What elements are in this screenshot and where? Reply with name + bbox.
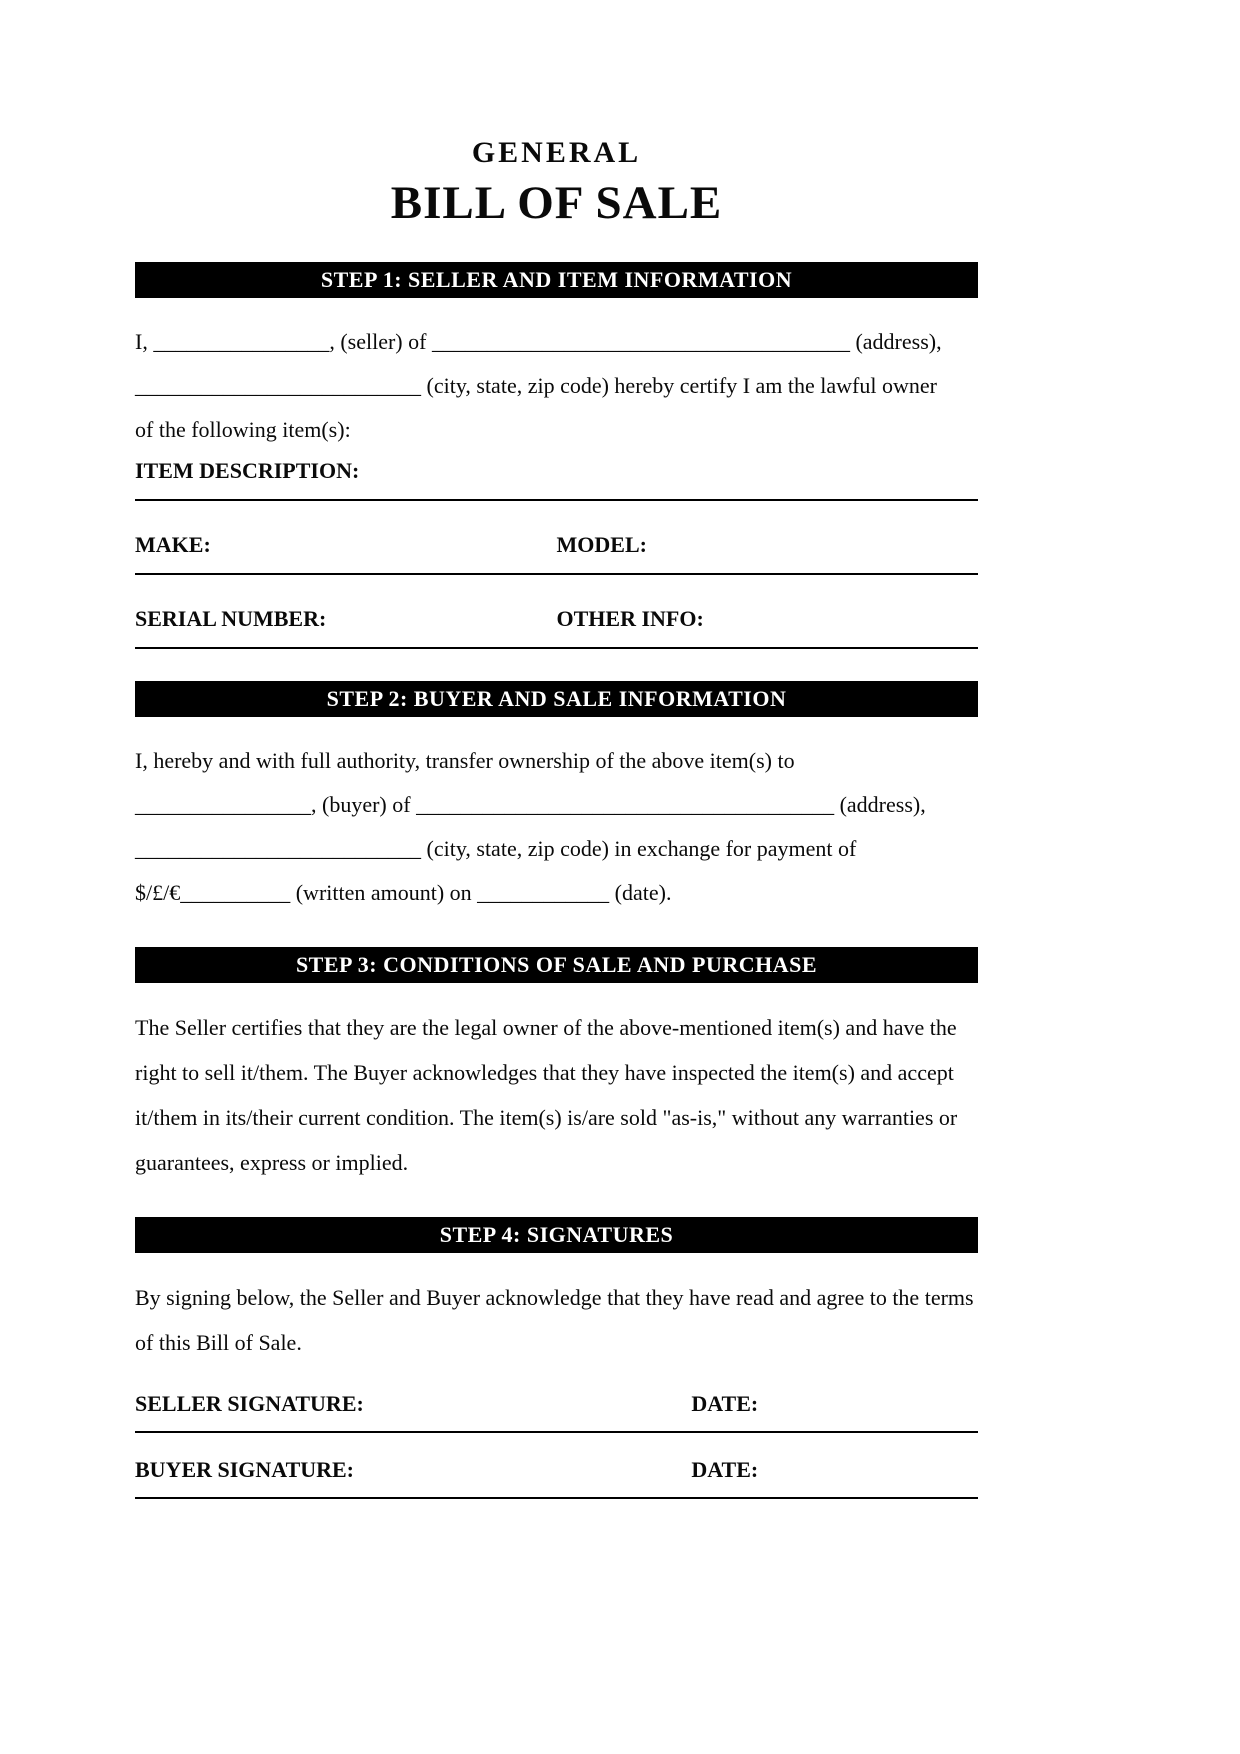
document-title-kicker: GENERAL <box>471 136 642 169</box>
serial-other-row <box>135 606 978 649</box>
document-title: BILL OF SALE <box>390 177 723 229</box>
step2-transfer-line: I, hereby and with full authority, transfer ownership of the above item(s) to <box>135 748 795 773</box>
step3-header-bar: STEP 3: CONDITIONS OF SALE AND PURCHASE <box>135 947 978 983</box>
step3-conditions-paragraph: The Seller certifies that they are the legal owner of the above-mentioned item(s) and have the right to sell it/them. The Buyer acknowledges that they have inspected the item(s) and accept it/them in its/their current condition. The item(s) is/are sold "as-is," without any warranties or guarantees, express or implied. <box>135 1015 958 1175</box>
step2-city-state-line: __________________________ (city, state, zip code) in exchange for payment of <box>135 836 857 861</box>
seller-signature-label: SELLER SIGNATURE: <box>135 1391 364 1416</box>
step1-seller-line: I, ________________, (seller) of ______________________________________ (address), <box>135 329 942 354</box>
step2-payment-line: $/£/€__________ (written amount) on ____________ (date). <box>135 880 672 905</box>
step1-header-bar: STEP 1: SELLER AND ITEM INFORMATION <box>135 262 978 298</box>
make-model-row <box>135 532 978 575</box>
step4-acknowledgement-paragraph: By signing below, the Seller and Buyer acknowledge that they have read and agree to the terms of this Bill of Sale. <box>135 1285 974 1355</box>
step2-header-bar: STEP 2: BUYER AND SALE INFORMATION <box>135 681 978 717</box>
seller-date-label: DATE: <box>691 1391 759 1416</box>
item-description-row <box>135 458 978 501</box>
document-content <box>135 0 978 1499</box>
buyer-signature-row <box>135 1457 978 1499</box>
item-description-label: ITEM DESCRIPTION: <box>135 458 360 483</box>
make-label: MAKE: <box>135 532 211 557</box>
buyer-date-label: DATE: <box>691 1457 759 1482</box>
step1-intro-paragraph <box>135 320 978 452</box>
step1-items-line: of the following item(s): <box>135 417 351 442</box>
other-info-label: OTHER INFO: <box>556 606 704 631</box>
buyer-signature-label: BUYER SIGNATURE: <box>135 1457 355 1482</box>
model-label: MODEL: <box>556 532 647 557</box>
serial-number-label: SERIAL NUMBER: <box>135 606 327 631</box>
step2-paragraph <box>135 739 978 915</box>
step4-header-bar: STEP 4: SIGNATURES <box>135 1217 978 1253</box>
seller-signature-row <box>135 1391 978 1433</box>
step1-city-state-line: __________________________ (city, state, zip code) hereby certify I am the lawful owner <box>135 373 937 398</box>
step2-buyer-line: ________________, (buyer) of ______________________________________ (address), <box>135 792 926 817</box>
